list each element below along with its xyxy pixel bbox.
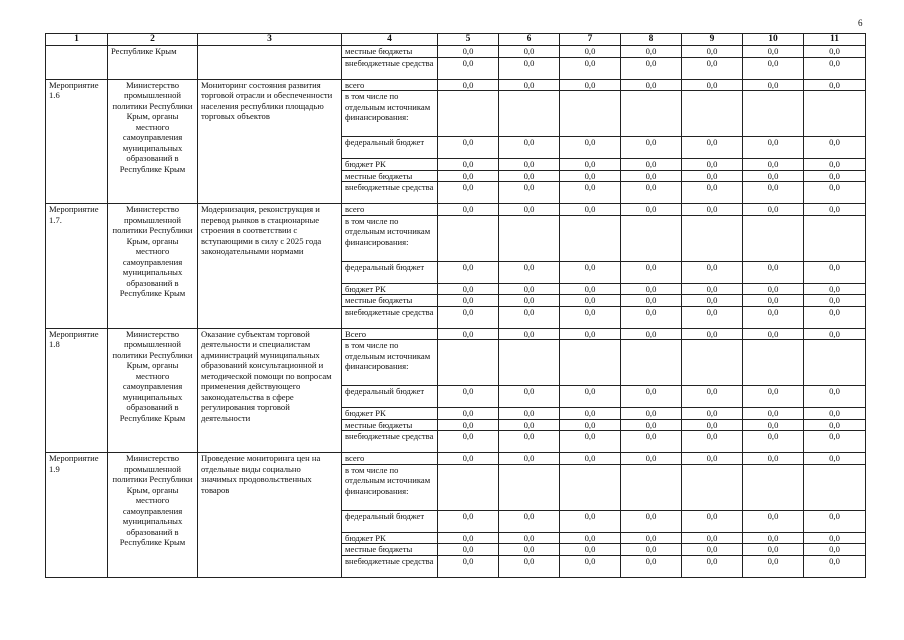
amount-cell bbox=[804, 215, 866, 261]
amount-cell: 0,0 bbox=[560, 295, 621, 307]
amount-cell: 0,0 bbox=[682, 182, 743, 204]
amount-cell: 0,0 bbox=[682, 204, 743, 216]
amount-cell: 0,0 bbox=[682, 386, 743, 408]
amount-cell: 0,0 bbox=[743, 137, 804, 159]
executor: Министерство промышленной политики Республики Крым, органы местного самоуправления муниципальных образований в Республике Крым bbox=[108, 328, 198, 453]
amount-cell: 0,0 bbox=[499, 419, 560, 431]
amount-cell: 0,0 bbox=[560, 431, 621, 453]
amount-cell: 0,0 bbox=[804, 204, 866, 216]
amount-cell: 0,0 bbox=[621, 532, 682, 544]
table-row bbox=[46, 46, 866, 58]
amount-cell: 0,0 bbox=[804, 283, 866, 295]
amount-cell: 0,0 bbox=[438, 386, 499, 408]
table-row bbox=[46, 204, 866, 216]
amount-cell: 0,0 bbox=[621, 295, 682, 307]
amount-cell: 0,0 bbox=[499, 386, 560, 408]
amount-cell: 0,0 bbox=[438, 431, 499, 453]
funding-source: местные бюджеты bbox=[342, 46, 438, 58]
amount-cell: 0,0 bbox=[682, 555, 743, 577]
funding-source: Всего bbox=[342, 328, 438, 340]
amount-cell: 0,0 bbox=[560, 306, 621, 328]
amount-cell: 0,0 bbox=[743, 328, 804, 340]
amount-cell bbox=[804, 340, 866, 386]
funding-source: федеральный бюджет bbox=[342, 137, 438, 159]
funding-source: в том числе по отдельным источникам финансирования: bbox=[342, 91, 438, 137]
column-header-11: 11 bbox=[804, 34, 866, 46]
amount-cell: 0,0 bbox=[438, 137, 499, 159]
amount-cell bbox=[682, 91, 743, 137]
amount-cell: 0,0 bbox=[438, 306, 499, 328]
amount-cell: 0,0 bbox=[804, 46, 866, 58]
amount-cell: 0,0 bbox=[682, 453, 743, 465]
amount-cell: 0,0 bbox=[438, 510, 499, 532]
amount-cell: 0,0 bbox=[804, 170, 866, 182]
amount-cell: 0,0 bbox=[743, 386, 804, 408]
funding-source: всего bbox=[342, 79, 438, 91]
amount-cell bbox=[499, 215, 560, 261]
amount-cell: 0,0 bbox=[743, 555, 804, 577]
column-header-5: 5 bbox=[438, 34, 499, 46]
amount-cell bbox=[682, 215, 743, 261]
funding-source: бюджет РК bbox=[342, 532, 438, 544]
amount-cell: 0,0 bbox=[621, 204, 682, 216]
amount-cell: 0,0 bbox=[682, 295, 743, 307]
amount-cell: 0,0 bbox=[682, 532, 743, 544]
amount-cell: 0,0 bbox=[682, 170, 743, 182]
column-header-8: 8 bbox=[621, 34, 682, 46]
amount-cell: 0,0 bbox=[438, 283, 499, 295]
amount-cell: 0,0 bbox=[743, 544, 804, 556]
amount-cell: 0,0 bbox=[804, 453, 866, 465]
amount-cell: 0,0 bbox=[621, 408, 682, 420]
column-header-10: 10 bbox=[743, 34, 804, 46]
amount-cell: 0,0 bbox=[499, 295, 560, 307]
amount-cell: 0,0 bbox=[560, 328, 621, 340]
column-header-6: 6 bbox=[499, 34, 560, 46]
amount-cell bbox=[621, 340, 682, 386]
amount-cell: 0,0 bbox=[438, 544, 499, 556]
amount-cell: 0,0 bbox=[560, 170, 621, 182]
amount-cell: 0,0 bbox=[621, 170, 682, 182]
measure-name: Мониторинг состояния развития торговой отрасли и обеспеченности населения республики площадью торговых объектов bbox=[198, 79, 342, 204]
amount-cell: 0,0 bbox=[804, 57, 866, 79]
amount-cell: 0,0 bbox=[682, 79, 743, 91]
amount-cell bbox=[621, 464, 682, 510]
amount-cell: 0,0 bbox=[743, 204, 804, 216]
funding-source: внебюджетные средства bbox=[342, 57, 438, 79]
funding-source: всего bbox=[342, 453, 438, 465]
amount-cell: 0,0 bbox=[682, 261, 743, 283]
measure-name: Проведение мониторинга цен на отдельные виды социально значимых продовольственных товаров bbox=[198, 453, 342, 578]
amount-cell: 0,0 bbox=[743, 453, 804, 465]
amount-cell: 0,0 bbox=[621, 57, 682, 79]
funding-source: местные бюджеты bbox=[342, 419, 438, 431]
amount-cell: 0,0 bbox=[438, 328, 499, 340]
amount-cell: 0,0 bbox=[682, 137, 743, 159]
amount-cell: 0,0 bbox=[560, 544, 621, 556]
amount-cell: 0,0 bbox=[438, 261, 499, 283]
measure-id: Мероприятие 1.9 bbox=[46, 453, 108, 578]
amount-cell: 0,0 bbox=[499, 328, 560, 340]
amount-cell: 0,0 bbox=[438, 453, 499, 465]
amount-cell: 0,0 bbox=[743, 419, 804, 431]
amount-cell: 0,0 bbox=[621, 79, 682, 91]
measure-name: Оказание субъектам торговой деятельности и специалистам администраций муниципальных образований консультационной и методической помощи по вопросам применения действующего законодательства в сфере регулирования торговой деятельности bbox=[198, 328, 342, 453]
amount-cell bbox=[621, 91, 682, 137]
amount-cell: 0,0 bbox=[621, 182, 682, 204]
column-header-4: 4 bbox=[342, 34, 438, 46]
amount-cell bbox=[682, 464, 743, 510]
amount-cell: 0,0 bbox=[743, 532, 804, 544]
amount-cell: 0,0 bbox=[560, 453, 621, 465]
amount-cell: 0,0 bbox=[560, 555, 621, 577]
amount-cell: 0,0 bbox=[682, 328, 743, 340]
funding-source: бюджет РК bbox=[342, 159, 438, 171]
amount-cell: 0,0 bbox=[560, 532, 621, 544]
amount-cell: 0,0 bbox=[804, 555, 866, 577]
amount-cell: 0,0 bbox=[438, 57, 499, 79]
amount-cell bbox=[743, 215, 804, 261]
amount-cell: 0,0 bbox=[804, 544, 866, 556]
measure-id: Мероприятие 1.7. bbox=[46, 204, 108, 329]
funding-source: федеральный бюджет bbox=[342, 510, 438, 532]
amount-cell: 0,0 bbox=[499, 182, 560, 204]
amount-cell: 0,0 bbox=[499, 261, 560, 283]
header-row bbox=[46, 34, 866, 46]
amount-cell: 0,0 bbox=[743, 159, 804, 171]
amount-cell: 0,0 bbox=[621, 453, 682, 465]
amount-cell bbox=[438, 340, 499, 386]
amount-cell: 0,0 bbox=[560, 261, 621, 283]
amount-cell: 0,0 bbox=[560, 159, 621, 171]
funding-source: местные бюджеты bbox=[342, 170, 438, 182]
amount-cell: 0,0 bbox=[804, 386, 866, 408]
amount-cell: 0,0 bbox=[438, 555, 499, 577]
amount-cell: 0,0 bbox=[438, 170, 499, 182]
amount-cell: 0,0 bbox=[560, 419, 621, 431]
amount-cell: 0,0 bbox=[804, 419, 866, 431]
funding-source: внебюджетные средства bbox=[342, 182, 438, 204]
amount-cell: 0,0 bbox=[804, 306, 866, 328]
measure-name bbox=[198, 46, 342, 80]
amount-cell: 0,0 bbox=[438, 419, 499, 431]
amount-cell: 0,0 bbox=[560, 182, 621, 204]
executor: Республике Крым bbox=[108, 46, 198, 80]
amount-cell: 0,0 bbox=[499, 79, 560, 91]
column-header-3: 3 bbox=[198, 34, 342, 46]
amount-cell bbox=[560, 340, 621, 386]
amount-cell: 0,0 bbox=[743, 261, 804, 283]
amount-cell: 0,0 bbox=[560, 137, 621, 159]
table-row bbox=[46, 453, 866, 465]
amount-cell: 0,0 bbox=[743, 57, 804, 79]
amount-cell: 0,0 bbox=[682, 159, 743, 171]
measure-id: Мероприятие 1.8 bbox=[46, 328, 108, 453]
amount-cell: 0,0 bbox=[438, 204, 499, 216]
amount-cell bbox=[499, 464, 560, 510]
amount-cell: 0,0 bbox=[743, 295, 804, 307]
amount-cell: 0,0 bbox=[560, 204, 621, 216]
amount-cell: 0,0 bbox=[499, 532, 560, 544]
measure-name: Модернизация, реконструкция и перевод рынков в стационарные строения в соответствии с вступающими в силу с 2025 года законодательными нормами bbox=[198, 204, 342, 329]
amount-cell: 0,0 bbox=[499, 170, 560, 182]
amount-cell: 0,0 bbox=[804, 328, 866, 340]
amount-cell: 0,0 bbox=[621, 159, 682, 171]
amount-cell bbox=[743, 464, 804, 510]
amount-cell: 0,0 bbox=[560, 386, 621, 408]
executor: Министерство промышленной политики Республики Крым, органы местного самоуправления муниципальных образований в Республике Крым bbox=[108, 453, 198, 578]
amount-cell: 0,0 bbox=[743, 170, 804, 182]
amount-cell: 0,0 bbox=[621, 510, 682, 532]
amount-cell: 0,0 bbox=[621, 431, 682, 453]
amount-cell: 0,0 bbox=[743, 408, 804, 420]
funding-source: внебюджетные средства bbox=[342, 555, 438, 577]
amount-cell bbox=[560, 215, 621, 261]
amount-cell: 0,0 bbox=[499, 408, 560, 420]
amount-cell: 0,0 bbox=[621, 328, 682, 340]
amount-cell: 0,0 bbox=[743, 46, 804, 58]
funding-source: в том числе по отдельным источникам финансирования: bbox=[342, 464, 438, 510]
funding-source: в том числе по отдельным источникам финансирования: bbox=[342, 215, 438, 261]
amount-cell bbox=[743, 91, 804, 137]
amount-cell: 0,0 bbox=[804, 159, 866, 171]
amount-cell bbox=[560, 91, 621, 137]
amount-cell: 0,0 bbox=[438, 182, 499, 204]
column-header-2: 2 bbox=[108, 34, 198, 46]
amount-cell: 0,0 bbox=[438, 408, 499, 420]
amount-cell: 0,0 bbox=[499, 544, 560, 556]
amount-cell: 0,0 bbox=[621, 46, 682, 58]
amount-cell: 0,0 bbox=[499, 137, 560, 159]
amount-cell: 0,0 bbox=[438, 295, 499, 307]
column-header-1: 1 bbox=[46, 34, 108, 46]
amount-cell: 0,0 bbox=[621, 137, 682, 159]
amount-cell: 0,0 bbox=[438, 532, 499, 544]
amount-cell: 0,0 bbox=[560, 46, 621, 58]
amount-cell: 0,0 bbox=[682, 544, 743, 556]
amount-cell: 0,0 bbox=[499, 46, 560, 58]
funding-source: внебюджетные средства bbox=[342, 306, 438, 328]
amount-cell: 0,0 bbox=[743, 79, 804, 91]
amount-cell: 0,0 bbox=[499, 159, 560, 171]
amount-cell: 0,0 bbox=[682, 408, 743, 420]
amount-cell bbox=[438, 464, 499, 510]
amount-cell: 0,0 bbox=[499, 57, 560, 79]
amount-cell: 0,0 bbox=[804, 79, 866, 91]
amount-cell: 0,0 bbox=[804, 431, 866, 453]
amount-cell: 0,0 bbox=[438, 79, 499, 91]
funding-source: всего bbox=[342, 204, 438, 216]
amount-cell: 0,0 bbox=[682, 57, 743, 79]
table-body bbox=[46, 46, 866, 578]
amount-cell: 0,0 bbox=[438, 159, 499, 171]
column-header-9: 9 bbox=[682, 34, 743, 46]
amount-cell: 0,0 bbox=[499, 431, 560, 453]
amount-cell: 0,0 bbox=[499, 204, 560, 216]
measure-id: Мероприятие 1.6 bbox=[46, 79, 108, 204]
funding-source: федеральный бюджет bbox=[342, 261, 438, 283]
amount-cell: 0,0 bbox=[682, 510, 743, 532]
page-number: 6 bbox=[858, 18, 863, 28]
amount-cell: 0,0 bbox=[743, 431, 804, 453]
amount-cell bbox=[438, 91, 499, 137]
funding-source: в том числе по отдельным источникам финансирования: bbox=[342, 340, 438, 386]
amount-cell: 0,0 bbox=[560, 408, 621, 420]
amount-cell bbox=[438, 215, 499, 261]
amount-cell: 0,0 bbox=[804, 182, 866, 204]
amount-cell: 0,0 bbox=[621, 544, 682, 556]
amount-cell bbox=[804, 464, 866, 510]
amount-cell: 0,0 bbox=[499, 510, 560, 532]
funding-source: бюджет РК bbox=[342, 283, 438, 295]
amount-cell: 0,0 bbox=[499, 283, 560, 295]
funding-source: внебюджетные средства bbox=[342, 431, 438, 453]
amount-cell: 0,0 bbox=[621, 283, 682, 295]
column-header-7: 7 bbox=[560, 34, 621, 46]
executor: Министерство промышленной политики Республики Крым, органы местного самоуправления муниципальных образований в Республике Крым bbox=[108, 79, 198, 204]
amount-cell bbox=[621, 215, 682, 261]
amount-cell: 0,0 bbox=[499, 453, 560, 465]
amount-cell: 0,0 bbox=[621, 306, 682, 328]
amount-cell: 0,0 bbox=[804, 137, 866, 159]
amount-cell: 0,0 bbox=[621, 261, 682, 283]
amount-cell: 0,0 bbox=[438, 46, 499, 58]
amount-cell bbox=[804, 91, 866, 137]
amount-cell: 0,0 bbox=[499, 306, 560, 328]
amount-cell bbox=[499, 340, 560, 386]
amount-cell: 0,0 bbox=[804, 510, 866, 532]
funding-source: местные бюджеты bbox=[342, 544, 438, 556]
amount-cell: 0,0 bbox=[560, 57, 621, 79]
amount-cell: 0,0 bbox=[560, 79, 621, 91]
measure-id bbox=[46, 46, 108, 80]
executor: Министерство промышленной политики Республики Крым, органы местного самоуправления муниципальных образований в Республике Крым bbox=[108, 204, 198, 329]
amount-cell: 0,0 bbox=[804, 408, 866, 420]
amount-cell: 0,0 bbox=[804, 261, 866, 283]
amount-cell: 0,0 bbox=[682, 283, 743, 295]
amount-cell: 0,0 bbox=[743, 510, 804, 532]
amount-cell: 0,0 bbox=[743, 182, 804, 204]
amount-cell: 0,0 bbox=[560, 510, 621, 532]
amount-cell: 0,0 bbox=[743, 306, 804, 328]
table-row bbox=[46, 328, 866, 340]
amount-cell: 0,0 bbox=[499, 555, 560, 577]
table-row bbox=[46, 79, 866, 91]
amount-cell: 0,0 bbox=[621, 555, 682, 577]
amount-cell: 0,0 bbox=[804, 295, 866, 307]
financing-table bbox=[45, 33, 866, 578]
amount-cell: 0,0 bbox=[804, 532, 866, 544]
amount-cell bbox=[560, 464, 621, 510]
amount-cell: 0,0 bbox=[621, 386, 682, 408]
amount-cell bbox=[499, 91, 560, 137]
amount-cell bbox=[682, 340, 743, 386]
amount-cell: 0,0 bbox=[560, 283, 621, 295]
amount-cell: 0,0 bbox=[621, 419, 682, 431]
funding-source: федеральный бюджет bbox=[342, 386, 438, 408]
funding-source: бюджет РК bbox=[342, 408, 438, 420]
amount-cell: 0,0 bbox=[682, 306, 743, 328]
amount-cell: 0,0 bbox=[682, 431, 743, 453]
amount-cell: 0,0 bbox=[682, 46, 743, 58]
amount-cell: 0,0 bbox=[682, 419, 743, 431]
amount-cell bbox=[743, 340, 804, 386]
amount-cell: 0,0 bbox=[743, 283, 804, 295]
funding-source: местные бюджеты bbox=[342, 295, 438, 307]
